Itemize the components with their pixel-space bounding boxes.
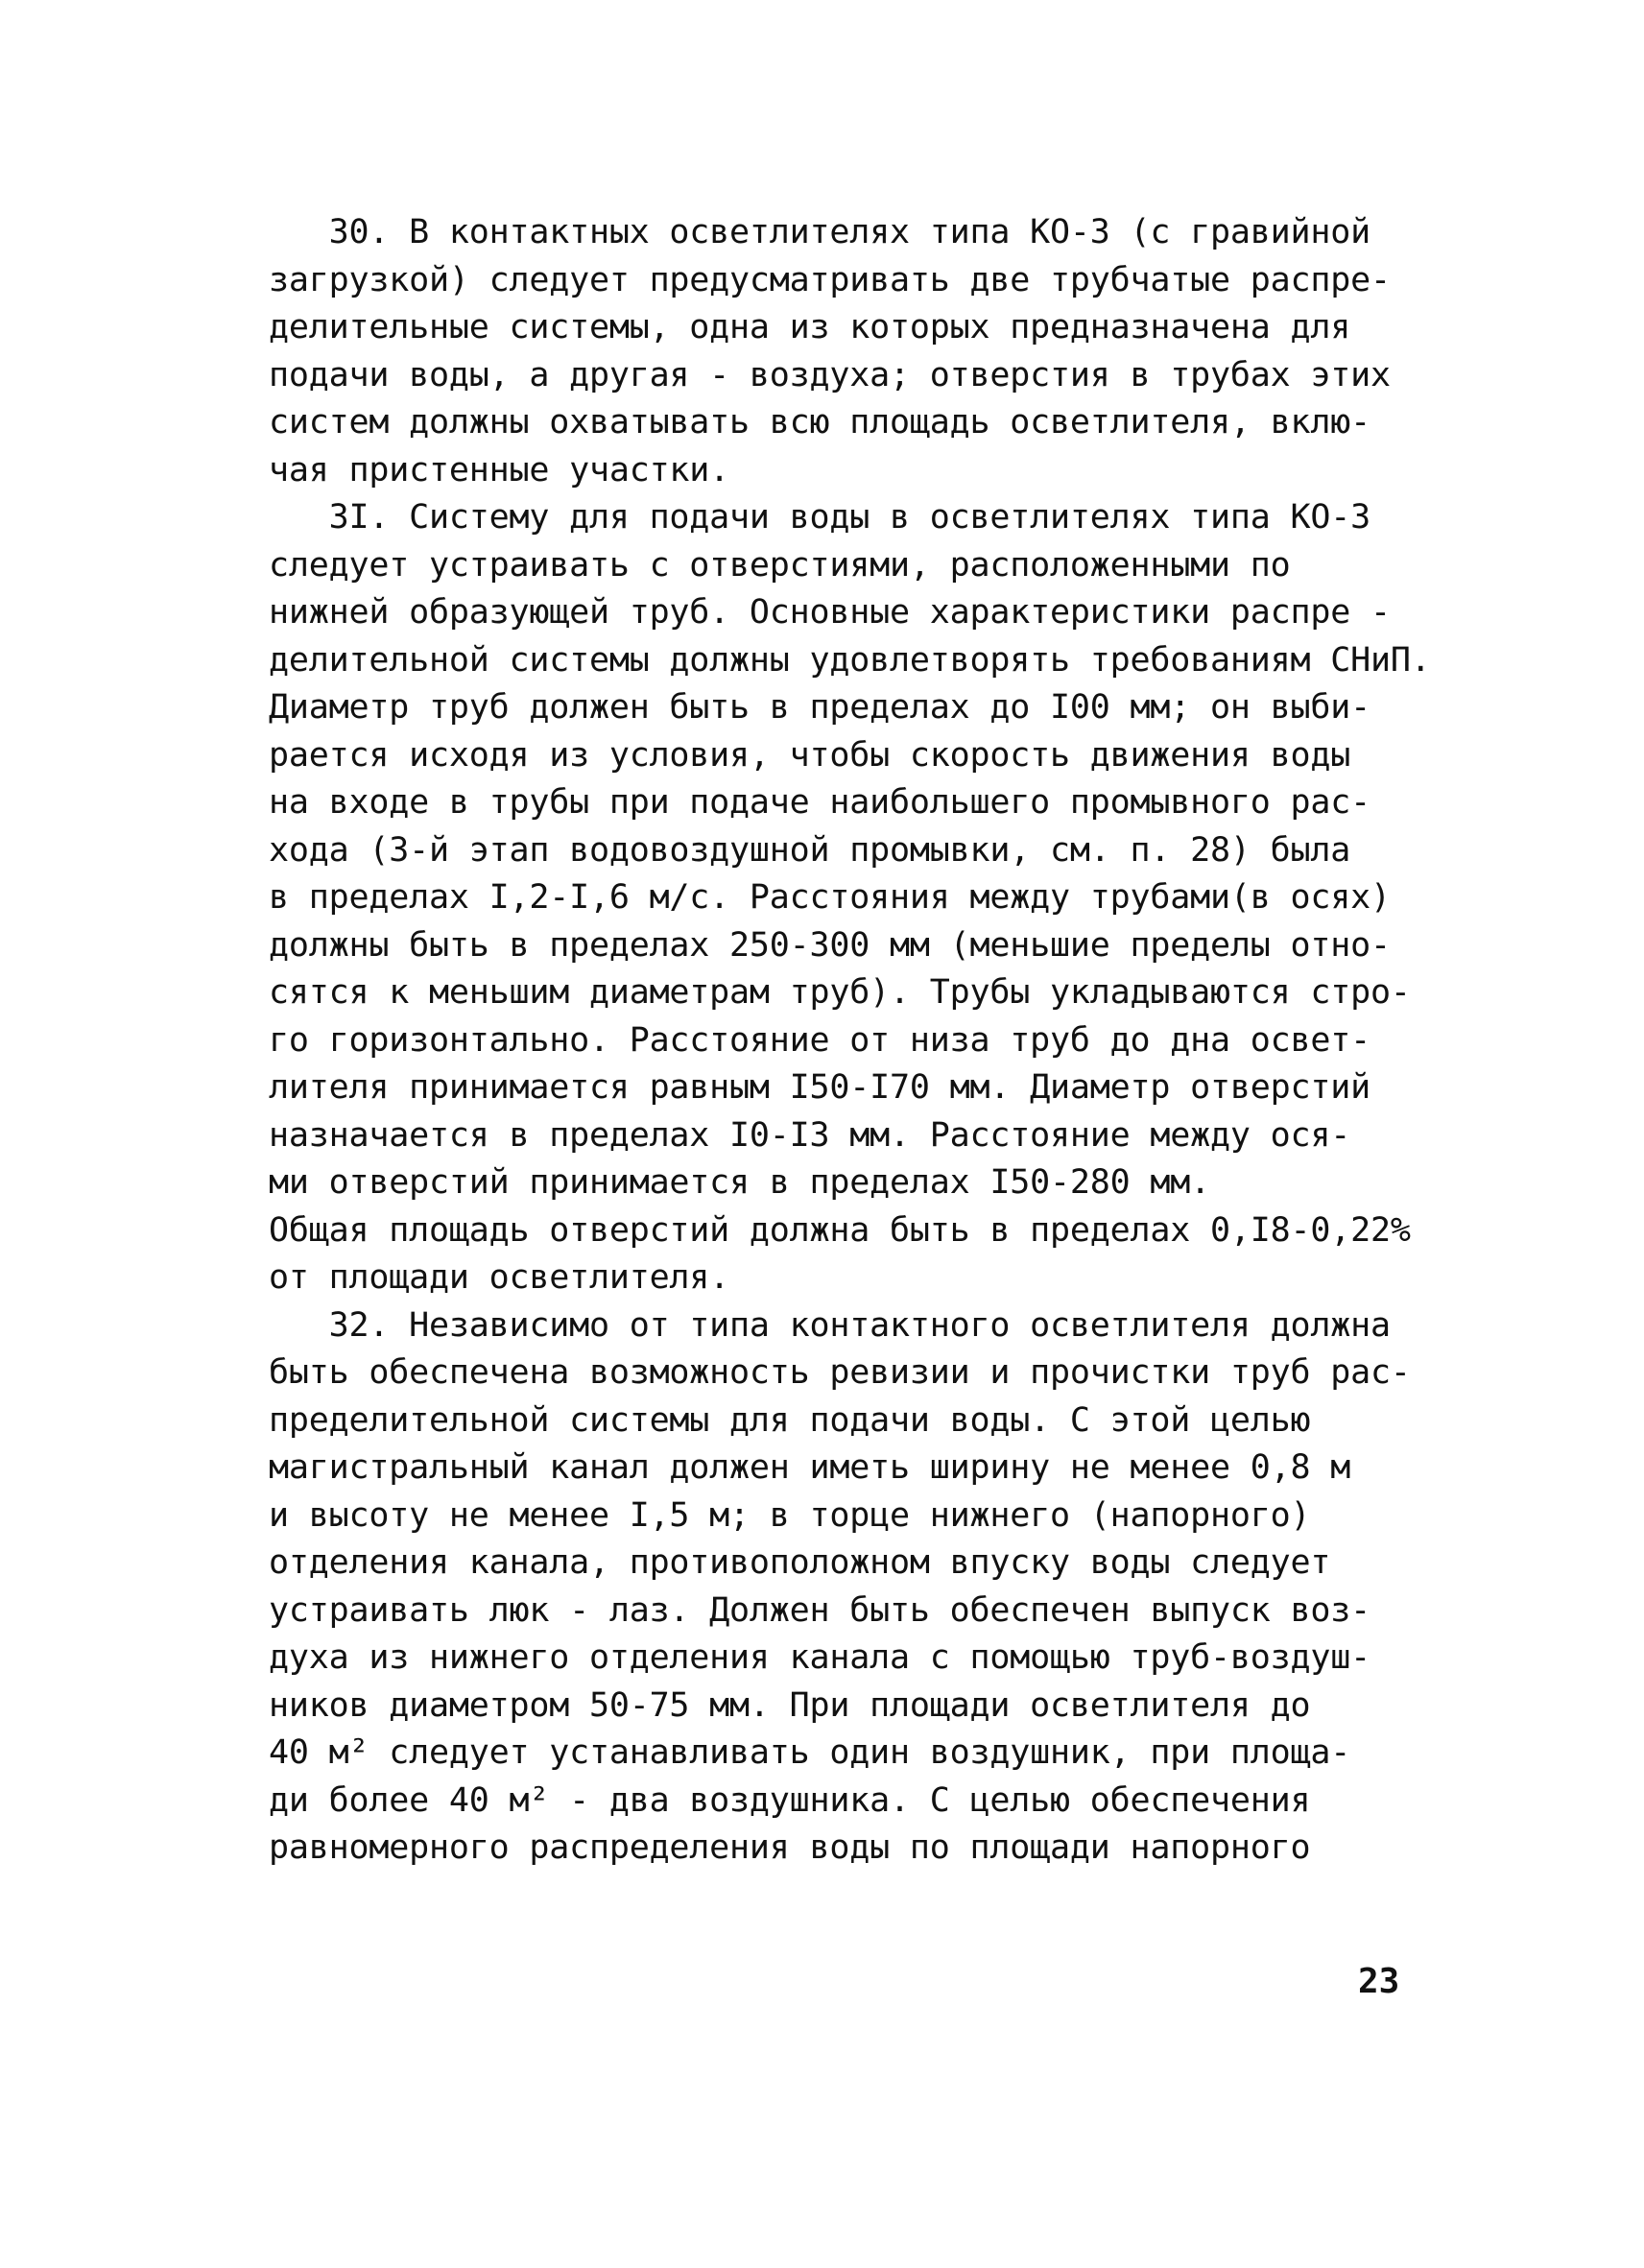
text-line: чая пристенные участки. [269, 450, 730, 489]
text-line: лителя принимается равным I50-I70 мм. Диаметр отверстий [269, 1068, 1370, 1107]
text-line: от площади осветлителя. [269, 1258, 730, 1297]
text-line: устраивать люк - лаз. Должен быть обеспечен выпуск воз- [269, 1590, 1370, 1630]
body-text [269, 209, 1431, 1873]
text-line: делительные системы, одна из которых предназначена для [269, 308, 1351, 346]
text-line: рается исходя из условия, чтобы скорость движения воды [269, 735, 1351, 775]
text-line: ди более 40 м² - два воздушника. С целью обеспечения [269, 1780, 1311, 1820]
text-line: пределительной системы для подачи воды. С этой целью [269, 1400, 1311, 1440]
text-line: 32. Независимо от типа контактного осветлителя должна [269, 1305, 1391, 1345]
text-line: на входе в трубы при подаче наибольшего промывного рас- [269, 783, 1370, 822]
text-line: хода (3-й этап водовоздушной промывки, см. п. 28) была [269, 830, 1351, 870]
text-line: нижней образующей труб. Основные характеристики распре - [269, 593, 1391, 632]
text-line: 30. В контактных осветлителях типа КО-3 (с гравийной [269, 213, 1370, 251]
page-number: 23 [1358, 1962, 1400, 2001]
text-line: и высоту не менее I,5 м; в торце нижнего (напорного) [269, 1495, 1311, 1535]
text-line: должны быть в пределах 250-300 мм (меньшие пределы отно- [269, 925, 1391, 965]
text-line: 40 м² следует устанавливать один воздушник, при площа- [269, 1733, 1351, 1772]
text-line: назначается в пределах I0-I3 мм. Расстояние между ося- [269, 1115, 1351, 1155]
text-line: систем должны охватывать всю площадь осветлителя, вклю- [269, 403, 1370, 442]
text-line: го горизонтально. Расстояние от низа труб до дна освет- [269, 1020, 1370, 1060]
text-line: следует устраивать с отверстиями, расположенными по [269, 545, 1291, 585]
text-line: загрузкой) следует предусматривать две трубчатые распре- [269, 260, 1391, 299]
text-line: духа из нижнего отделения канала с помощью труб-воздуш- [269, 1638, 1370, 1677]
text-line: Общая площадь отверстий должна быть в пределах 0,I8-0,22% [269, 1210, 1411, 1250]
text-line: ми отверстий принимается в пределах I50-280 мм. [269, 1163, 1210, 1202]
text-line: подачи воды, а другая - воздуха; отверстия в трубах этих [269, 355, 1391, 394]
text-line: сятся к меньшим диаметрам труб). Трубы укладываются стро- [269, 973, 1411, 1012]
text-line: ников диаметром 50-75 мм. При площади осветлителя до [269, 1685, 1311, 1725]
text-line: Диаметр труб должен быть в пределах до I00 мм; он выби- [269, 688, 1370, 727]
text-line: магистральный канал должен иметь ширину не менее 0,8 м [269, 1448, 1351, 1487]
text-line: равномерного распределения воды по площади напорного [269, 1828, 1311, 1867]
text-line: 3I. Систему для подачи воды в осветлителях типа КО-3 [269, 498, 1370, 537]
text-line: делительной системы должны удовлетворять требованиям СНиП. [269, 640, 1431, 680]
text-line: отделения канала, противоположном впуску воды следует [269, 1543, 1331, 1582]
text-line: быть обеспечена возможность ревизии и прочистки труб рас- [269, 1353, 1411, 1392]
text-line: в пределах I,2-I,6 м/с. Расстояния между трубами(в осях) [269, 878, 1391, 917]
